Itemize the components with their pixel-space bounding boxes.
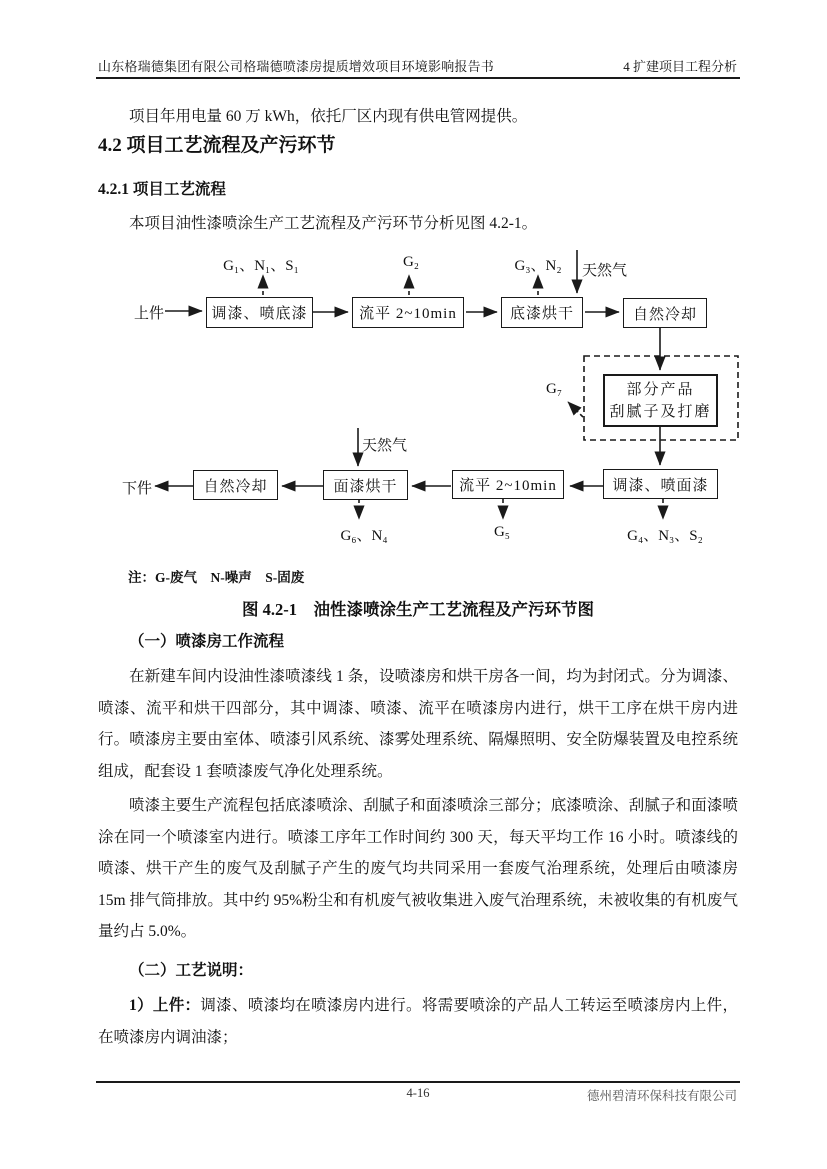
section-1-heading: （一）喷漆房工作流程 (129, 633, 285, 650)
emission-label-g6: G₆、N₄ (340, 528, 388, 544)
step-1-text: 调漆、喷漆均在喷漆房内进行。将需要喷涂的产品人工转运至喷漆房内上件，在喷漆房内调油漆； (98, 997, 738, 1046)
flow-end-label: 下件 (122, 481, 153, 497)
footer-company: 德州碧清环保科技有限公司 (586, 1089, 737, 1103)
heading-4-2-1: 4.2.1 项目工艺流程 (98, 181, 226, 198)
paragraph-electricity: 项目年用电量 60 万 kWh，依托厂区内现有供电管网提供。 (129, 108, 528, 125)
paragraph-step-1 (98, 990, 738, 1053)
footer-page-number: 4-16 (406, 1086, 430, 1100)
flow-box-leveling-1: 流平 2~10min (352, 297, 464, 328)
emission-label-g5: G₅ (493, 524, 511, 540)
header-doc-title: 山东格瑞德集团有限公司格瑞德喷漆房提质增效项目环境影响报告书 (98, 59, 495, 74)
flow-box-topcoat-drying: 面漆烘干 (323, 470, 408, 500)
paragraph-figure-ref: 本项目油性漆喷涂生产工艺流程及产污环节分析见图 4.2-1。 (129, 215, 538, 232)
flow-box-leveling-2: 流平 2~10min (452, 470, 564, 499)
figure-caption: 图 4.2-1 油性漆喷涂生产工艺流程及产污环节图 (242, 600, 594, 619)
footer-rule (96, 1081, 740, 1083)
putty-line-1: 部分产品 (626, 381, 695, 398)
emission-label-g7: G₇ (546, 381, 563, 397)
flow-box-cooling-1: 自然冷却 (623, 298, 707, 328)
emission-label-g3: G₃、N₂ (514, 258, 562, 274)
flow-box-primer-drying: 底漆烘干 (501, 297, 583, 328)
flow-box-putty-sanding (603, 374, 718, 427)
natural-gas-label-top: 天然气 (582, 263, 628, 279)
step-1-label: 1）上件： (129, 997, 201, 1014)
flow-box-cooling-2: 自然冷却 (193, 470, 278, 500)
natural-gas-label-bottom: 天然气 (362, 438, 408, 454)
section-2-heading: （二）工艺说明： (129, 962, 254, 979)
emission-label-g1: G₁、N₁、S₁ (223, 258, 299, 274)
figure-note: 注：G-废气 N-噪声 S-固废 (128, 570, 305, 585)
paragraph-booth-workflow: 在新建车间内设油性漆喷漆线 1 条，设喷漆房和烘干房各一间，均为封闭式。分为调漆、喷漆、流平和烘干四部分，其中调漆、喷漆、流平在喷漆房内进行，烘干工序在烘干房内进行。喷漆房主要由室体、喷漆引风系统、漆雾处理系统、隔爆照明、安全防爆装置及电控系统组成，配套设 1 套喷漆废气净化处理系统。 (98, 668, 738, 780)
flow-start-label: 上件 (134, 306, 165, 322)
emission-label-g2: G₂ (402, 254, 420, 270)
flow-box-topcoat-spray: 调漆、喷面漆 (603, 469, 718, 499)
process-flow-diagram (98, 248, 740, 548)
paragraph-spray-process: 喷漆主要生产流程包括底漆喷涂、刮腻子和面漆喷涂三部分；底漆喷涂、刮腻子和面漆喷涂在同一个喷漆室内进行。喷漆工序年工作时间约 300 天，每天平均工作 16 小时。喷漆线的喷漆、烘干产生的废气及刮腻子产生的废气均共同采用一套废气治理系统，处理后由喷漆房 15m 排气筒排放。其中约 95%粉尘和有机废气被收集进入废气治理系统，未被收集的有机废气量约占 5.0%。 (98, 797, 738, 940)
emission-label-g4: G₄、N₃、S₂ (627, 528, 703, 544)
header-rule (96, 77, 740, 79)
heading-4-2: 4.2 项目工艺流程及产污环节 (98, 135, 336, 156)
header-chapter: 4 扩建项目工程分析 (623, 59, 737, 74)
flow-box-primer-spray: 调漆、喷底漆 (206, 297, 313, 328)
putty-line-2: 刮腻子及打磨 (609, 403, 712, 420)
